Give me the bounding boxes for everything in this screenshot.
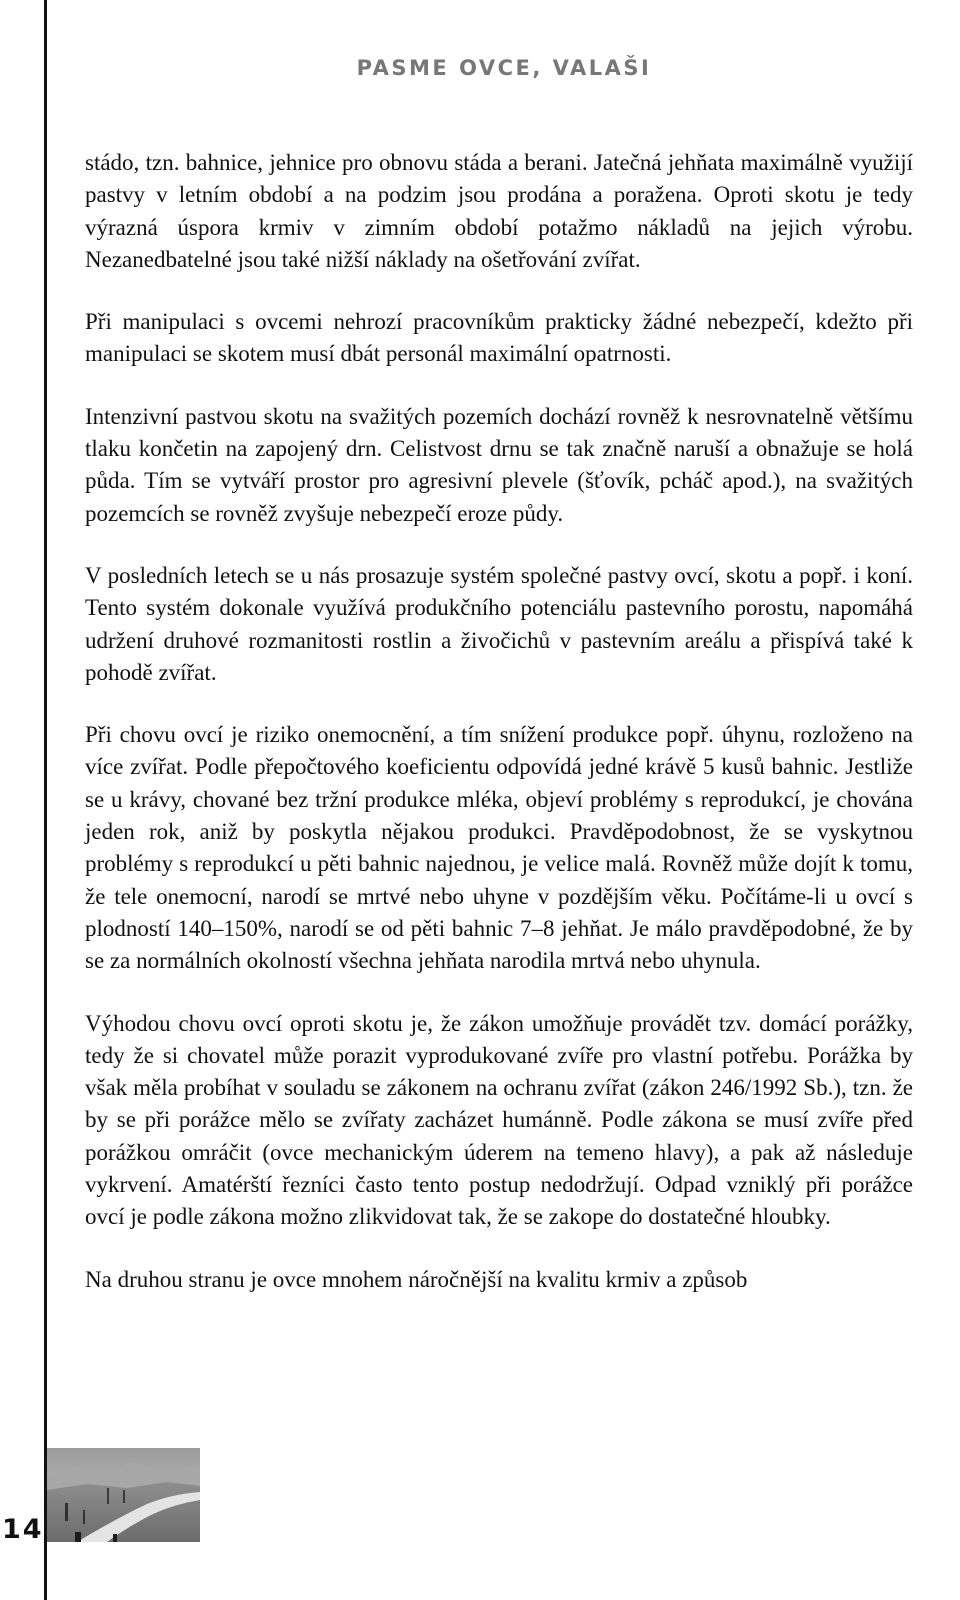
- paragraph: V posledních letech se u nás prosazuje systém společné pastvy ovcí, skotu a popř. i koní. Tento systém dokonale využívá produkčního potenciálu pastevního porostu, napomáhá udržení druhové rozmanitosti rostlin a živočichů v pastevním areálu a přispívá také k pohodě zvířat.: [85, 562, 913, 685]
- margin-rule: [44, 0, 47, 1600]
- running-title: PASME OVCE, VALAŠI: [356, 56, 652, 80]
- paragraph: Intenzivní pastvou skotu na svažitých pozemích dochází rovněž k nesrovnatelně většímu tlaku končetin na zapojený drn. Celistvost drnu se tak značně naruší a obnažuje se holá půda. Tím se vytváří prostor pro agresivní plevele (šťovík, pcháč apod.), na svažitých pozemcích se rovněž zvyšuje nebezpečí eroze půdy.: [85, 403, 913, 526]
- paragraph: Na druhou stranu je ovce mnohem náročnější na kvalitu krmiv a způsob: [85, 1266, 748, 1292]
- paragraph: Výhodou chovu ovcí oproti skotu je, že zákon umožňuje provádět tzv. domácí porážky, tedy že si chovatel může porazit vyprodukované zvíře pro vlastní potřebu. Porážka by však měla probíhat v souladu se zákonem na ochranu zvířat (zákon 246/1992 Sb.), tzn. že by se při porážce mělo se zvířaty zacházet humánně. Podle zákona se musí zvíře před porážkou omráčit (ovce mechanickým úderem na temeno hlavy), a pak až následuje vykrvení. Amatérští řezníci často tento postup nedodržují. Odpad vzniklý při porážce ovcí je podle zákona možno zlikvidovat tak, že se zakope do dostatečné hloubky.: [85, 1010, 913, 1230]
- page-number: 14: [2, 1514, 44, 1545]
- paragraph: Při manipulaci s ovcemi nehrozí pracovníkům prakticky žádné nebezpečí, kdežto při manipulaci se skotem musí dbát personál maximální opatrnosti.: [85, 309, 913, 367]
- paragraph: Při chovu ovcí je riziko onemocnění, a tím snížení produkce popř. úhynu, rozloženo na více zvířat. Podle přepočtového koeficientu odpovídá jedné krávě 5 kusů bahnic. Jestliže se u krávy, chované bez tržní produkce mléka, objeví problémy s reprodukcí, je chována jeden rok, aniž by poskytla nějakou produkci. Pravděpodobnost, že se vyskytnou problémy s reprodukcí u pěti bahnic najednou, je velice malá. Rovněž může dojít k tomu, že tele onemocní, narodí se mrtvé nebo uhyne v pozdějším věku. Počítáme-li u ovcí s plodností 140–150%, narodí se od pěti bahnic 7–8 jehňat. Je málo pravděpodobné, že by se za normálních okolností všechna jehňata narodila mrtvá nebo uhynula.: [85, 722, 913, 974]
- landscape-photo-icon: [47, 1448, 200, 1542]
- body-text: [85, 147, 913, 1326]
- paragraph: stádo, tzn. bahnice, jehnice pro obnovu stáda a berani. Jatečná jehňata maximálně využijí pastvy v letním období a na podzim jsou prodána a poražena. Oproti skotu je tedy výrazná úspora krmiv v zimním období potažmo nákladů na jejich výrobu. Nezanedbatelné jsou také nižší náklady na ošetřování zvířat.: [85, 150, 913, 272]
